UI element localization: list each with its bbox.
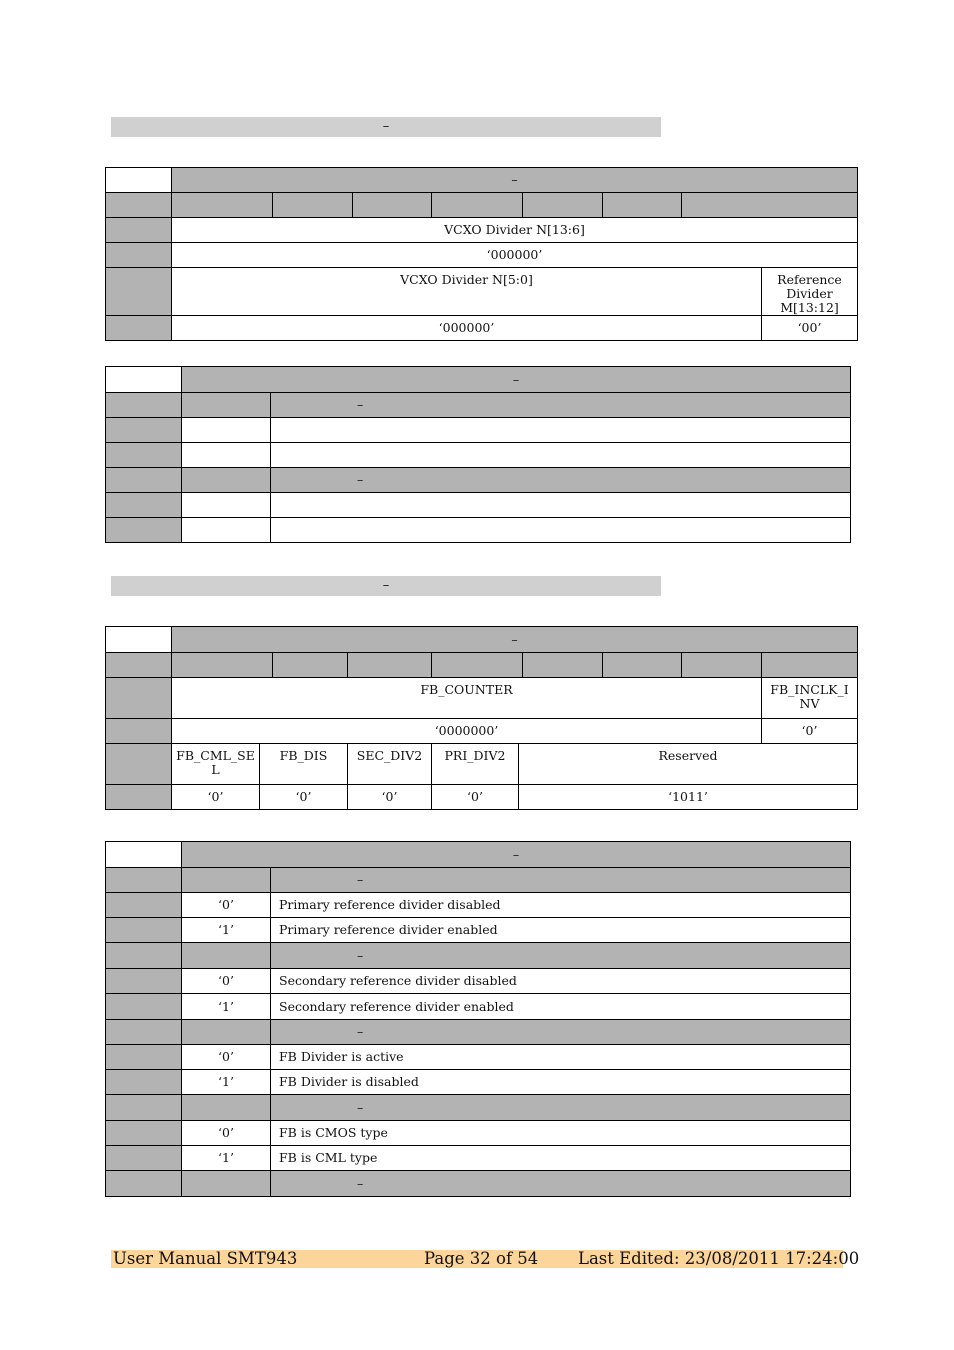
default-vcxo-n-high: ‘000000’ (172, 243, 858, 268)
default-fb-cml-sel: ‘0’ (172, 785, 260, 810)
default-vcxo-n-low: ‘000000’ (172, 316, 762, 341)
field-fb-counter: FB_COUNTER (172, 678, 762, 719)
section-heading-1: – (111, 117, 661, 137)
field-pri-div2: PRI_DIV2 (432, 744, 519, 785)
bit-description: FB is CMOS type (271, 1121, 851, 1146)
register-map-table-1 (105, 167, 858, 341)
group-title: – (271, 393, 851, 418)
field-sec-div2: SEC_DIV2 (348, 744, 432, 785)
table-header: – (182, 842, 851, 868)
field-fb-dis: FB_DIS (260, 744, 348, 785)
bit-value: ‘0’ (182, 969, 271, 994)
corner-cell (106, 367, 182, 393)
bit-value: ‘1’ (182, 994, 271, 1020)
table-header: – (182, 367, 851, 393)
table-header: – (172, 627, 858, 653)
table-header: – (172, 168, 858, 193)
bit-value: ‘1’ (182, 1146, 271, 1171)
group-title: – (271, 868, 851, 893)
group-title: – (271, 1095, 851, 1121)
footer-last-edited: Last Edited: 23/08/2011 17:24:00 (578, 1249, 860, 1268)
default-fb-dis: ‘0’ (260, 785, 348, 810)
bit-value: ‘0’ (182, 893, 271, 918)
corner-cell (106, 168, 172, 193)
default-fb-inclk-inv: ‘0’ (762, 719, 858, 744)
group-title: – (271, 468, 851, 493)
group-title: – (271, 1171, 851, 1197)
section-heading-2: – (111, 576, 661, 596)
default-reserved: ‘1011’ (519, 785, 858, 810)
default-reference-divider: ‘00’ (762, 316, 858, 341)
bit-description: Secondary reference divider disabled (271, 969, 851, 994)
bit-description: Secondary reference divider enabled (271, 994, 851, 1020)
bit-description: Primary reference divider disabled (271, 893, 851, 918)
field-vcxo-n-high: VCXO Divider N[13:6] (172, 218, 858, 243)
footer-page-number: Page 32 of 54 (424, 1249, 539, 1268)
field-reference-divider: Reference Divider M[13:12] (762, 268, 858, 316)
bit-description: FB Divider is disabled (271, 1070, 851, 1095)
bit-value: ‘0’ (182, 1121, 271, 1146)
group-title: – (271, 943, 851, 969)
bit-value: ‘1’ (182, 1070, 271, 1095)
default-sec-div2: ‘0’ (348, 785, 432, 810)
bit-description: FB is CML type (271, 1146, 851, 1171)
default-pri-div2: ‘0’ (432, 785, 519, 810)
register-description-table-2 (105, 841, 851, 1197)
bit-value: ‘0’ (182, 1045, 271, 1070)
field-reserved: Reserved (519, 744, 858, 785)
page-footer (111, 1249, 860, 1268)
group-title: – (271, 1020, 851, 1045)
bit-value: ‘1’ (182, 918, 271, 943)
register-map-table-2 (105, 626, 858, 810)
bit-description: Primary reference divider enabled (271, 918, 851, 943)
default-fb-counter: ‘0000000’ (172, 719, 762, 744)
register-description-table-1 (105, 366, 851, 543)
field-fb-cml-sel: FB_CML_SEL (172, 744, 260, 785)
field-fb-inclk-inv: FB_INCLK_INV (762, 678, 858, 719)
bit-description: FB Divider is active (271, 1045, 851, 1070)
field-vcxo-n-low: VCXO Divider N[5:0] (172, 268, 762, 316)
corner-cell (106, 842, 182, 868)
corner-cell (106, 627, 172, 653)
footer-manual-title: User Manual SMT943 (113, 1249, 298, 1268)
